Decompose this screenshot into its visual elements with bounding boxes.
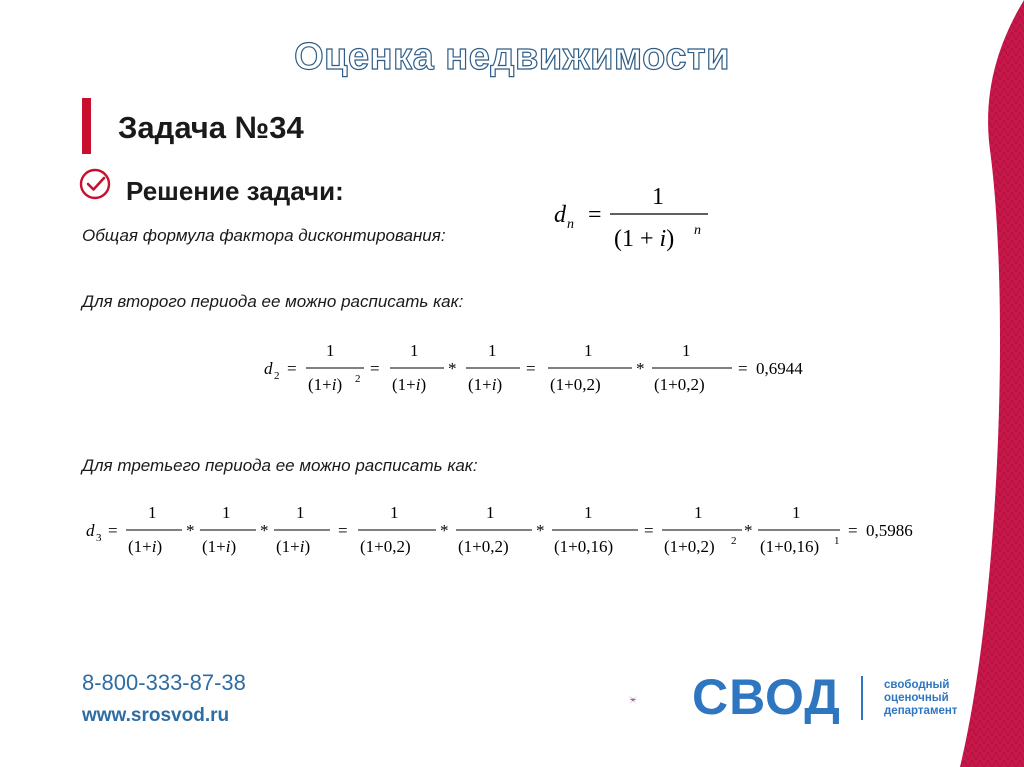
svg-text:1: 1: [410, 341, 419, 360]
svg-text:=: =: [848, 521, 858, 540]
logo-tagline-line: свободный: [884, 679, 950, 691]
svg-text:(1+i): (1+i): [308, 375, 343, 394]
svg-text:=: =: [287, 359, 297, 378]
svg-text:(1+0,2): (1+0,2): [654, 375, 705, 394]
svg-text:2: 2: [274, 370, 280, 382]
svod-x-logo-icon: [628, 672, 688, 728]
check-circle-icon: [78, 166, 114, 202]
svg-text:*: *: [536, 521, 545, 540]
svg-text:=: =: [108, 521, 118, 540]
footer-phone: 8-800-333-87-38: [82, 670, 246, 695]
svg-text:1: 1: [792, 503, 801, 522]
svg-text:*: *: [186, 521, 195, 540]
solution-heading: Решение задачи:: [126, 176, 344, 206]
svg-text:1: 1: [488, 341, 497, 360]
svg-text:2: 2: [355, 373, 361, 385]
svg-text:d: d: [86, 521, 95, 540]
third-period-caption: Для третьего периода ее можно расписать как:: [82, 456, 478, 475]
task-title: Задача №34: [118, 110, 304, 145]
svg-text:=: =: [644, 521, 654, 540]
svg-text:(1+0,2): (1+0,2): [458, 537, 509, 556]
general-formula-caption: Общая формула фактора дисконтирования:: [82, 226, 446, 245]
logo-tagline-line: департамент: [884, 705, 958, 717]
third-period-result: 0,5986: [866, 521, 913, 540]
svg-text:(1+i): (1+i): [128, 537, 163, 556]
formula-second-period: [262, 334, 832, 406]
svg-text:1: 1: [222, 503, 231, 522]
logo-divider: [861, 676, 863, 720]
svg-text:(1 + i): (1 + i): [614, 226, 675, 252]
svg-text:(1+0,2): (1+0,2): [550, 375, 601, 394]
formula-general: [548, 172, 728, 262]
svg-text:*: *: [636, 359, 645, 378]
svg-text:(1+i): (1+i): [202, 537, 237, 556]
svg-text:=: =: [738, 359, 748, 378]
svg-text:=: =: [526, 359, 536, 378]
formula-third-period: [84, 496, 944, 568]
svg-text:(1+0,2): (1+0,2): [360, 537, 411, 556]
svg-text:1: 1: [682, 341, 691, 360]
logo-wordmark: СВОД: [692, 669, 841, 725]
svg-text:n: n: [694, 223, 701, 238]
svg-text:(1+i): (1+i): [468, 375, 503, 394]
second-period-caption: Для второго периода ее можно расписать как:: [82, 292, 464, 311]
svg-text:1: 1: [834, 535, 840, 547]
svg-text:1: 1: [652, 184, 664, 210]
svg-text:1: 1: [486, 503, 495, 522]
second-period-result: 0,6944: [756, 359, 803, 378]
svg-text:1: 1: [584, 503, 593, 522]
svg-text:(1+0,16): (1+0,16): [760, 537, 820, 556]
svg-text:=: =: [338, 521, 348, 540]
svg-text:*: *: [448, 359, 457, 378]
svg-text:n: n: [567, 217, 574, 232]
logo-tagline: [884, 679, 957, 718]
svg-text:*: *: [260, 521, 269, 540]
svg-text:d: d: [264, 359, 273, 378]
footer-website[interactable]: www.srosvod.ru: [82, 705, 230, 726]
svg-text:(1+i): (1+i): [392, 375, 427, 394]
logo-tagline-line: оценочный: [884, 692, 949, 704]
svg-text:*: *: [440, 521, 449, 540]
svg-text:1: 1: [584, 341, 593, 360]
svg-text:1: 1: [694, 503, 703, 522]
svg-text:(1+0,16): (1+0,16): [554, 537, 614, 556]
svg-text:=: =: [588, 202, 602, 228]
svg-text:*: *: [744, 521, 753, 540]
svg-text:(1+0,2): (1+0,2): [664, 537, 715, 556]
svg-text:1: 1: [390, 503, 399, 522]
task-accent-bar: [82, 98, 91, 154]
svg-text:=: =: [370, 359, 380, 378]
svg-text:d: d: [554, 202, 566, 228]
page-title: Оценка недвижимости: [294, 36, 730, 78]
svg-text:3: 3: [96, 532, 102, 544]
svg-text:1: 1: [148, 503, 157, 522]
svg-text:1: 1: [296, 503, 305, 522]
svg-text:2: 2: [731, 535, 737, 547]
svg-text:(1+i): (1+i): [276, 537, 311, 556]
svg-text:1: 1: [326, 341, 335, 360]
